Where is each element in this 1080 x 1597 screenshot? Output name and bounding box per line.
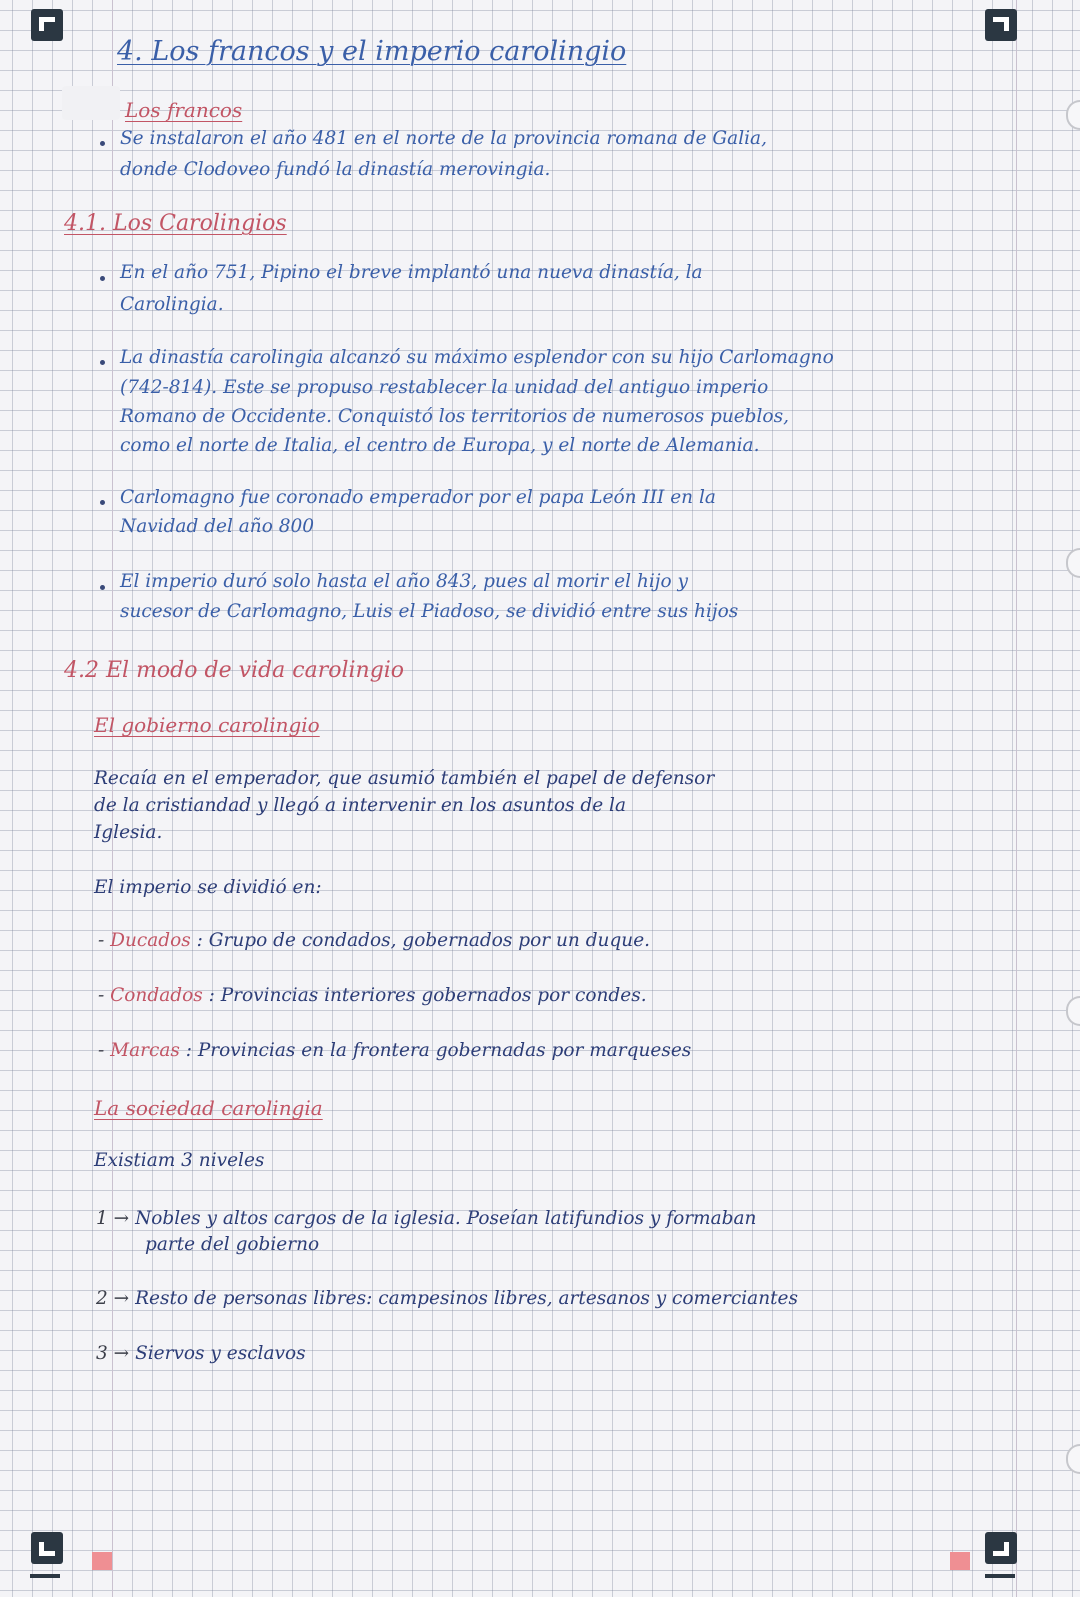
gobierno-line-1: Recaía en el emperador, que asumió también el papel de defensor [94, 768, 715, 789]
division-name: Condados [110, 985, 203, 1006]
bullet [100, 500, 105, 505]
carolingios-b1-line-1: En el año 751, Pipino el breve implantó una nueva dinastía, la [120, 262, 703, 283]
carolingios-b1-line-2: Carolingia. [120, 294, 224, 315]
level-text: Resto de personas libres: campesinos libres, artesanos y comerciantes [135, 1288, 798, 1309]
francos-line-2: donde Clodoveo fundó la dinastía merovingia. [120, 159, 551, 180]
carolingios-b4-line-1: El imperio duró solo hasta el año 843, pues al morir el hijo y [120, 571, 688, 592]
division-desc: : Grupo de condados, gobernados por un duque. [196, 930, 651, 951]
binder-ring-icon [1066, 996, 1080, 1026]
division-ducados: - Ducados : Grupo de condados, gobernados por un duque. [98, 930, 651, 951]
francos-line-1: Se instalaron el año 481 en el norte de la provincia romana de Galia, [120, 128, 767, 149]
division-name: Ducados [110, 930, 191, 951]
level-1 [96, 1208, 756, 1229]
carolingios-b3-line-2: Navidad del año 800 [120, 516, 315, 537]
division-intro: El imperio se dividió en: [94, 877, 322, 898]
arrow-icon: → [113, 1343, 130, 1364]
level-number: 1 [96, 1208, 108, 1229]
division-desc: : Provincias interiores gobernados por condes. [208, 985, 647, 1006]
corner-marker-bottom-right-icon [985, 1532, 1017, 1564]
carolingios-b3-line-1: Carlomagno fue coronado emperador por el papa León III en la [120, 487, 716, 508]
gobierno-line-3: Iglesia. [94, 822, 163, 843]
heading-4-1: 4.1. Los Carolingios [64, 211, 287, 236]
pink-marker-right [950, 1552, 970, 1570]
corner-marker-top-right-icon [985, 9, 1017, 41]
bottom-bar-right [985, 1574, 1015, 1578]
binder-ring-icon [1066, 1444, 1080, 1474]
level-number: 2 [96, 1288, 108, 1309]
binder-ring-icon [1066, 548, 1080, 578]
bullet [100, 141, 105, 146]
division-condados: - Condados : Provincias interiores gobernados por condes. [98, 985, 647, 1006]
pink-marker-left [92, 1552, 112, 1570]
arrow-icon: → [113, 1288, 130, 1309]
carolingios-b2-line-4: como el norte de Italia, el centro de Europa, y el norte de Alemania. [120, 435, 760, 456]
carolingios-b2-line-2: (742-814). Este se propuso restablecer la unidad del antiguo imperio [120, 377, 769, 398]
carolingios-b2-line-3: Romano de Occidente. Conquistó los territorios de numerosos pueblos, [120, 406, 789, 427]
level-2 [96, 1288, 798, 1309]
heading-gobierno: El gobierno carolingio [94, 713, 320, 737]
margin-line-right [1016, 0, 1017, 1597]
corner-marker-top-left-icon [31, 9, 63, 41]
carolingios-b2-line-1: La dinastía carolingia alcanzó su máximo esplendor con su hijo Carlomagno [120, 347, 834, 368]
gobierno-line-2: de la cristiandad y llegó a intervenir en los asuntos de la [94, 795, 626, 816]
bullet [100, 276, 105, 281]
binder-ring-icon [1066, 100, 1080, 130]
heading-sociedad: La sociedad carolingia [94, 1096, 323, 1120]
arrow-icon: → [113, 1208, 130, 1229]
heading-4-2: 4.2 El modo de vida carolingio [64, 658, 405, 683]
level-text: Nobles y altos cargos de la iglesia. Poseían latifundios y formaban [135, 1208, 757, 1229]
bullet [100, 585, 105, 590]
level-1-line-2: parte del gobierno [145, 1234, 320, 1255]
division-desc: : Provincias en la frontera gobernadas por marqueses [185, 1040, 692, 1061]
sociedad-intro: Existiam 3 niveles [94, 1150, 265, 1171]
corner-marker-bottom-left-icon [31, 1532, 63, 1564]
page-title: 4. Los francos y el imperio carolingio [117, 36, 627, 67]
level-text: Siervos y esclavos [135, 1343, 306, 1364]
division-marcas: - Marcas : Provincias en la frontera gobernadas por marqueses [98, 1040, 692, 1061]
level-3 [96, 1343, 306, 1364]
heading-los-francos: Los francos [125, 98, 243, 122]
carolingios-b4-line-2: sucesor de Carlomagno, Luis el Piadoso, se dividió entre sus hijos [120, 601, 739, 622]
correction-blot [62, 86, 120, 120]
bottom-bar-left [30, 1574, 60, 1578]
level-number: 3 [96, 1343, 108, 1364]
division-name: Marcas [110, 1040, 180, 1061]
bullet [100, 360, 105, 365]
